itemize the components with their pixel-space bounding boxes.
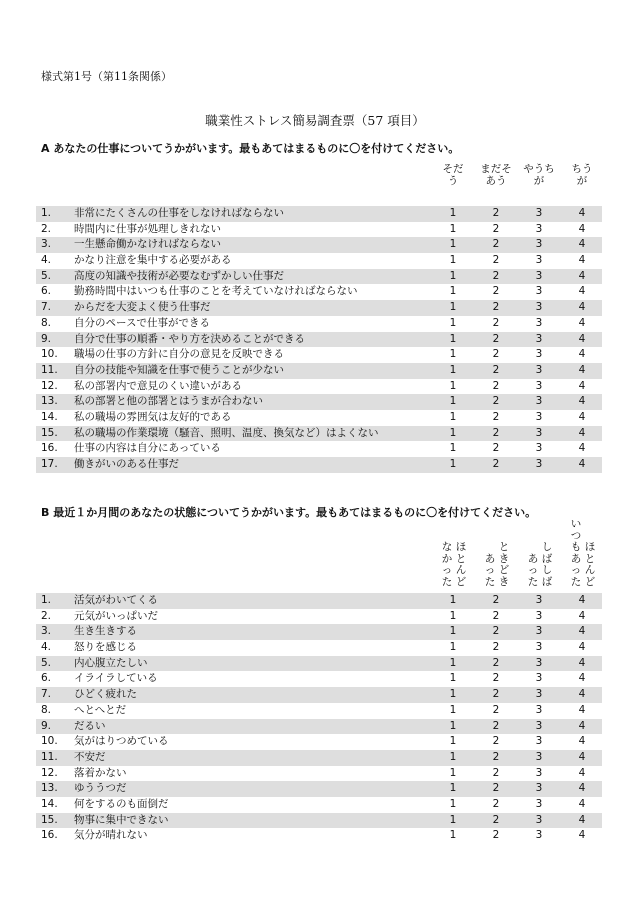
answer-option-1[interactable]: 1	[449, 797, 457, 810]
answer-option-2[interactable]: 2	[492, 688, 500, 701]
answer-option-3[interactable]: 3	[535, 458, 543, 470]
answer-option-1[interactable]: 1	[449, 829, 457, 842]
question-text: 職場の仕事の方針に自分の意見を反映できる	[74, 348, 284, 361]
answer-option-2[interactable]: 2	[492, 254, 500, 267]
question-number: 14.	[41, 797, 58, 810]
question-text: 活気がわいてくる	[74, 594, 158, 606]
answer-option-4[interactable]: 4	[578, 797, 586, 810]
answer-option-1[interactable]: 1	[449, 395, 457, 408]
answer-option-2[interactable]: 2	[492, 379, 500, 392]
question-text: 怒りを感じる	[74, 641, 137, 654]
question-text: 自分のペースで仕事ができる	[74, 316, 210, 329]
answer-option-4[interactable]: 4	[578, 782, 586, 795]
column-header-3: やうちが	[523, 163, 555, 187]
answer-option-4[interactable]: 4	[578, 222, 586, 235]
answer-option-4[interactable]: 4	[578, 735, 586, 748]
answer-option-4[interactable]: 4	[578, 656, 586, 669]
answer-option-1[interactable]: 1	[449, 813, 457, 826]
question-number: 3.	[41, 238, 52, 251]
answer-option-3[interactable]: 3	[535, 426, 543, 439]
answer-option-1[interactable]: 1	[449, 672, 457, 685]
answer-option-1[interactable]: 1	[449, 332, 457, 345]
question-text: 落着かない	[74, 766, 127, 779]
answer-option-3[interactable]: 3	[535, 594, 543, 606]
answer-option-2[interactable]: 2	[492, 782, 500, 795]
question-number: 4.	[41, 641, 52, 654]
page-title: 職業性ストレス簡易調査票（57 項目）	[205, 113, 425, 128]
answer-option-2[interactable]: 2	[492, 285, 500, 298]
question-number: 10.	[41, 348, 58, 361]
question-row	[36, 300, 602, 316]
answer-option-4[interactable]: 4	[578, 363, 586, 376]
answer-option-3[interactable]: 3	[535, 238, 543, 251]
question-text: 内心腹立たしい	[74, 656, 148, 669]
question-number: 10.	[41, 735, 58, 748]
column-header-1-right: ほ と ん ど	[455, 541, 467, 588]
answer-option-4[interactable]: 4	[578, 410, 586, 423]
question-row	[36, 640, 602, 656]
question-number: 2.	[41, 609, 52, 622]
question-text: 物事に集中できない	[74, 813, 169, 826]
answer-option-2[interactable]: 2	[492, 348, 500, 361]
answer-option-4[interactable]: 4	[578, 813, 586, 826]
answer-option-1[interactable]: 1	[449, 363, 457, 376]
answer-option-2[interactable]: 2	[492, 301, 500, 314]
answer-option-1[interactable]: 1	[449, 656, 457, 669]
column-header-4-left: い つ も あ っ た	[570, 518, 582, 588]
question-text: 自分の技能や知識を仕事で使うことが少ない	[74, 363, 284, 376]
column-header-3-left: あ っ た	[527, 552, 539, 588]
question-row	[36, 284, 602, 300]
answer-option-3[interactable]: 3	[535, 688, 543, 701]
answer-option-2[interactable]: 2	[492, 672, 500, 685]
answer-option-2[interactable]: 2	[492, 332, 500, 345]
question-number: 1.	[41, 594, 52, 606]
question-number: 9.	[41, 332, 52, 345]
question-text: 私の職場の作業環境（騒音、照明、温度、換気など）はよくない	[74, 426, 379, 439]
question-number: 3.	[41, 625, 52, 638]
question-number: 4.	[41, 254, 52, 267]
question-text: ひどく疲れた	[74, 688, 137, 701]
question-number: 13.	[41, 395, 58, 408]
answer-option-4[interactable]: 4	[578, 829, 586, 842]
answer-option-4[interactable]: 4	[578, 458, 586, 470]
column-header-1-left: な か っ た	[441, 541, 453, 588]
answer-option-4[interactable]: 4	[578, 301, 586, 314]
section-a-question-list	[36, 206, 602, 473]
question-row	[36, 593, 602, 609]
answer-option-1[interactable]: 1	[449, 594, 457, 606]
answer-option-2[interactable]: 2	[492, 410, 500, 423]
question-row	[36, 269, 602, 285]
answer-option-2[interactable]: 2	[492, 395, 500, 408]
answer-option-2[interactable]: 2	[492, 641, 500, 654]
answer-option-3[interactable]: 3	[535, 766, 543, 779]
column-header-2-right: と き ど き	[498, 541, 510, 588]
answer-option-4[interactable]: 4	[578, 750, 586, 763]
answer-option-2[interactable]: 2	[492, 735, 500, 748]
question-text: かなり注意を集中する必要がある	[74, 254, 232, 267]
answer-option-1[interactable]: 1	[449, 426, 457, 439]
answer-option-3[interactable]: 3	[535, 813, 543, 826]
section-a-heading: A あなたの仕事についてうかがいます。最もあてはまるものに〇を付けてください。	[41, 142, 460, 155]
answer-option-4[interactable]: 4	[578, 269, 586, 282]
section-b-heading: B 最近１か月間のあなたの状態についてうかがいます。最もあてはまるものに〇を付けてください。	[41, 506, 537, 519]
question-text: 不安だ	[74, 750, 106, 763]
answer-option-3[interactable]: 3	[535, 735, 543, 748]
answer-option-3[interactable]: 3	[535, 301, 543, 314]
answer-option-3[interactable]: 3	[535, 625, 543, 638]
answer-option-3[interactable]: 3	[535, 641, 543, 654]
question-row	[36, 410, 602, 426]
question-text: 気分が晴れない	[74, 829, 148, 842]
answer-option-3[interactable]: 3	[535, 269, 543, 282]
question-text: 気がはりつめている	[74, 735, 169, 748]
question-text: へとへとだ	[74, 703, 127, 716]
question-number: 16.	[41, 442, 58, 455]
question-text: 非常にたくさんの仕事をしなければならない	[74, 207, 284, 219]
question-row	[36, 316, 602, 332]
answer-option-4[interactable]: 4	[578, 609, 586, 622]
question-number: 16.	[41, 829, 58, 842]
answer-option-1[interactable]: 1	[449, 238, 457, 251]
question-row	[36, 781, 602, 797]
question-row	[36, 426, 602, 442]
answer-option-4[interactable]: 4	[578, 719, 586, 732]
column-header-1: そだ う	[442, 163, 464, 187]
answer-option-1[interactable]: 1	[449, 269, 457, 282]
answer-option-1[interactable]: 1	[449, 410, 457, 423]
question-row	[36, 687, 602, 703]
question-row	[36, 656, 602, 672]
question-text: 私の部署内で意見のくい違いがある	[74, 379, 242, 392]
answer-option-1[interactable]: 1	[449, 301, 457, 314]
answer-option-1[interactable]: 1	[449, 641, 457, 654]
question-row	[36, 624, 602, 640]
question-row	[36, 797, 602, 813]
answer-option-4[interactable]: 4	[578, 426, 586, 439]
question-number: 15.	[41, 813, 58, 826]
answer-option-4[interactable]: 4	[578, 348, 586, 361]
question-text: 元気がいっぱいだ	[74, 609, 158, 622]
column-header-2-left: あ っ た	[484, 552, 496, 588]
answer-option-2[interactable]: 2	[492, 797, 500, 810]
question-number: 7.	[41, 301, 52, 314]
form-number: 様式第1号（第11条関係）	[41, 70, 172, 83]
question-number: 12.	[41, 766, 58, 779]
column-header-4-right: ほ と ん ど	[584, 541, 596, 588]
question-row	[36, 609, 602, 625]
column-header-4: ちう が	[571, 163, 593, 187]
question-row	[36, 347, 602, 363]
answer-option-1[interactable]: 1	[449, 379, 457, 392]
answer-option-3[interactable]: 3	[535, 442, 543, 455]
answer-option-2[interactable]: 2	[492, 442, 500, 455]
question-row	[36, 441, 602, 457]
column-header-2: まだそ あう	[480, 163, 512, 187]
question-number: 11.	[41, 750, 58, 763]
question-number: 14.	[41, 410, 58, 423]
answer-option-3[interactable]: 3	[535, 316, 543, 329]
answer-option-1[interactable]: 1	[449, 222, 457, 235]
answer-option-3[interactable]: 3	[535, 829, 543, 842]
question-number: 15.	[41, 426, 58, 439]
answer-option-3[interactable]: 3	[535, 750, 543, 763]
question-row	[36, 206, 602, 222]
question-number: 7.	[41, 688, 52, 701]
question-row	[36, 719, 602, 735]
question-number: 11.	[41, 363, 58, 376]
question-number: 1.	[41, 207, 52, 219]
question-number: 13.	[41, 782, 58, 795]
answer-option-4[interactable]: 4	[578, 672, 586, 685]
answer-option-4[interactable]: 4	[578, 625, 586, 638]
answer-option-4[interactable]: 4	[578, 238, 586, 251]
answer-option-4[interactable]: 4	[578, 703, 586, 716]
answer-option-2[interactable]: 2	[492, 594, 500, 606]
question-number: 12.	[41, 379, 58, 392]
question-text: 私の部署と他の部署とはうまが合わない	[74, 395, 263, 408]
answer-option-2[interactable]: 2	[492, 813, 500, 826]
question-number: 6.	[41, 285, 52, 298]
answer-option-1[interactable]: 1	[449, 207, 457, 219]
answer-option-2[interactable]: 2	[492, 458, 500, 470]
question-row	[36, 237, 602, 253]
answer-option-3[interactable]: 3	[535, 703, 543, 716]
question-text: 生き生きする	[74, 625, 137, 638]
answer-option-4[interactable]: 4	[578, 688, 586, 701]
question-row	[36, 222, 602, 238]
answer-option-3[interactable]: 3	[535, 719, 543, 732]
answer-option-3[interactable]: 3	[535, 379, 543, 392]
answer-option-1[interactable]: 1	[449, 750, 457, 763]
answer-option-2[interactable]: 2	[492, 222, 500, 235]
question-text: だるい	[74, 719, 106, 732]
answer-option-3[interactable]: 3	[535, 672, 543, 685]
answer-option-2[interactable]: 2	[492, 829, 500, 842]
answer-option-4[interactable]: 4	[578, 395, 586, 408]
question-row	[36, 394, 602, 410]
answer-option-2[interactable]: 2	[492, 238, 500, 251]
answer-option-1[interactable]: 1	[449, 254, 457, 267]
question-number: 8.	[41, 703, 52, 716]
answer-option-1[interactable]: 1	[449, 442, 457, 455]
answer-option-3[interactable]: 3	[535, 348, 543, 361]
question-text: 高度の知識や技術が必要なむずかしい仕事だ	[74, 269, 284, 282]
answer-option-3[interactable]: 3	[535, 609, 543, 622]
question-number: 5.	[41, 269, 52, 282]
answer-option-1[interactable]: 1	[449, 703, 457, 716]
answer-option-3[interactable]: 3	[535, 797, 543, 810]
answer-option-2[interactable]: 2	[492, 656, 500, 669]
answer-option-2[interactable]: 2	[492, 703, 500, 716]
answer-option-1[interactable]: 1	[449, 316, 457, 329]
answer-option-3[interactable]: 3	[535, 332, 543, 345]
answer-option-3[interactable]: 3	[535, 254, 543, 267]
answer-option-2[interactable]: 2	[492, 766, 500, 779]
answer-option-3[interactable]: 3	[535, 222, 543, 235]
answer-option-2[interactable]: 2	[492, 625, 500, 638]
answer-option-4[interactable]: 4	[578, 379, 586, 392]
answer-option-3[interactable]: 3	[535, 782, 543, 795]
answer-option-2[interactable]: 2	[492, 269, 500, 282]
answer-option-4[interactable]: 4	[578, 207, 586, 219]
question-number: 8.	[41, 316, 52, 329]
question-row	[36, 457, 602, 473]
answer-option-4[interactable]: 4	[578, 442, 586, 455]
section-b-question-list	[36, 593, 602, 844]
answer-option-1[interactable]: 1	[449, 625, 457, 638]
answer-option-4[interactable]: 4	[578, 332, 586, 345]
question-text: 時間内に仕事が処理しきれない	[74, 222, 221, 235]
question-row	[36, 750, 602, 766]
question-text: 自分で仕事の順番・やり方を決めることができる	[74, 332, 305, 345]
answer-option-4[interactable]: 4	[578, 641, 586, 654]
answer-option-4[interactable]: 4	[578, 316, 586, 329]
question-number: 5.	[41, 656, 52, 669]
question-row	[36, 332, 602, 348]
answer-option-2[interactable]: 2	[492, 750, 500, 763]
question-row	[36, 813, 602, 829]
answer-option-4[interactable]: 4	[578, 594, 586, 606]
question-row	[36, 703, 602, 719]
question-text: からだを大変よく使う仕事だ	[74, 301, 211, 314]
question-number: 2.	[41, 222, 52, 235]
answer-option-4[interactable]: 4	[578, 285, 586, 298]
answer-option-2[interactable]: 2	[492, 426, 500, 439]
question-text: イライラしている	[74, 672, 158, 685]
answer-option-1[interactable]: 1	[449, 348, 457, 361]
question-text: 仕事の内容は自分にあっている	[74, 442, 221, 455]
answer-option-1[interactable]: 1	[449, 766, 457, 779]
answer-option-1[interactable]: 1	[449, 609, 457, 622]
question-row	[36, 671, 602, 687]
answer-option-2[interactable]: 2	[492, 363, 500, 376]
question-row	[36, 734, 602, 750]
column-header-3-right: し ば し ば	[541, 541, 553, 588]
answer-option-1[interactable]: 1	[449, 688, 457, 701]
answer-option-4[interactable]: 4	[578, 254, 586, 267]
question-text: 働きがいのある仕事だ	[74, 458, 179, 470]
answer-option-2[interactable]: 2	[492, 609, 500, 622]
answer-option-1[interactable]: 1	[449, 458, 457, 470]
question-number: 6.	[41, 672, 52, 685]
question-row	[36, 379, 602, 395]
question-number: 9.	[41, 719, 52, 732]
answer-option-2[interactable]: 2	[492, 316, 500, 329]
question-row	[36, 363, 602, 379]
question-text: ゆううつだ	[74, 782, 127, 795]
answer-option-2[interactable]: 2	[492, 207, 500, 219]
question-number: 17.	[41, 458, 58, 470]
question-row	[36, 253, 602, 269]
answer-option-1[interactable]: 1	[449, 285, 457, 298]
answer-option-4[interactable]: 4	[578, 766, 586, 779]
question-text: 一生懸命働かなければならない	[74, 238, 221, 251]
answer-option-3[interactable]: 3	[535, 285, 543, 298]
question-row	[36, 828, 602, 844]
answer-option-1[interactable]: 1	[449, 735, 457, 748]
question-text: 勤務時間中はいつも仕事のことを考えていなければならない	[74, 285, 358, 298]
question-text: 何をするのも面倒だ	[74, 797, 169, 810]
answer-option-2[interactable]: 2	[492, 719, 500, 732]
answer-option-3[interactable]: 3	[535, 656, 543, 669]
answer-option-1[interactable]: 1	[449, 719, 457, 732]
question-row	[36, 766, 602, 782]
answer-option-3[interactable]: 3	[535, 410, 543, 423]
answer-option-3[interactable]: 3	[535, 395, 543, 408]
question-text: 私の職場の雰囲気は友好的である	[74, 410, 232, 423]
answer-option-3[interactable]: 3	[535, 363, 543, 376]
answer-option-1[interactable]: 1	[449, 782, 457, 795]
answer-option-3[interactable]: 3	[535, 207, 543, 219]
